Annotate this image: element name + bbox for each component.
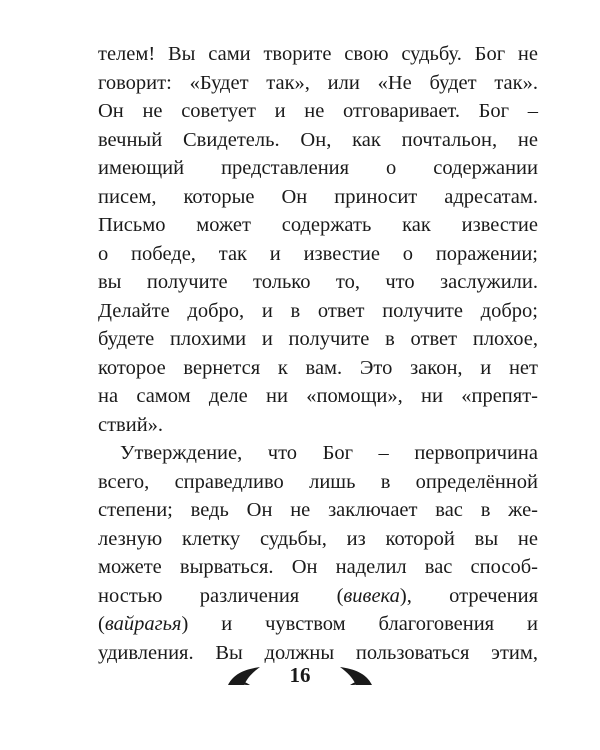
paragraph-2	[98, 439, 538, 667]
leaf-ornament-right-icon	[336, 663, 374, 687]
text-line: Утверждение, что Бог – первопричина	[120, 442, 538, 464]
text-line: телем! Вы сами творите свою судьбу. Бог не	[98, 43, 538, 65]
text-line: Делайте добро, и в ответ получите добро;	[98, 299, 538, 322]
text-line: можете вырваться. Он наделил вас способ-	[98, 556, 538, 578]
text-line: ностью различения (вивека), отречения	[98, 584, 538, 607]
text-line: вы получите только то, что заслужили.	[98, 271, 538, 293]
text-line: писем, которые Он приносит адресатам.	[98, 185, 538, 208]
text-line: удивления. Вы должны пользоваться этим,	[98, 641, 538, 664]
text-line: лезную клетку судьбы, из которой вы не	[98, 527, 538, 550]
text-line: имеющий представления о содержании	[98, 157, 538, 179]
page-body	[98, 40, 538, 667]
text-line: которое вернется к вам. Это закон, и нет	[98, 356, 538, 379]
page-footer	[0, 655, 600, 695]
text-line: Он не советует и не отговаривает. Бог –	[98, 100, 538, 122]
text-line: (вайрагья) и чувством благоговения и	[98, 613, 538, 635]
text-line: ствий».	[98, 413, 164, 436]
text-line: будете плохими и получите в ответ плохое,	[98, 328, 538, 350]
text-line: всего, справедливо лишь в определённой	[98, 470, 538, 493]
text-line: Письмо может содержать как известие	[98, 214, 538, 236]
text-line: говорит: «Будет так», или «Не будет так».	[98, 71, 538, 94]
leaf-ornament-left-icon	[226, 663, 264, 687]
text-line: на самом деле ни «помощи», ни «препят-	[98, 385, 538, 407]
text-line: степени; ведь Он не заключает вас в же-	[98, 499, 538, 521]
text-line: вечный Свидетель. Он, как почтальон, не	[98, 128, 538, 151]
paragraph-1	[98, 40, 538, 439]
text-line: о победе, так и известие о поражении;	[98, 242, 538, 265]
italic-term-vairagya: вайрагья	[104, 613, 182, 635]
italic-term-viveka: вивека	[343, 584, 400, 607]
page-number: 16	[289, 662, 311, 687]
